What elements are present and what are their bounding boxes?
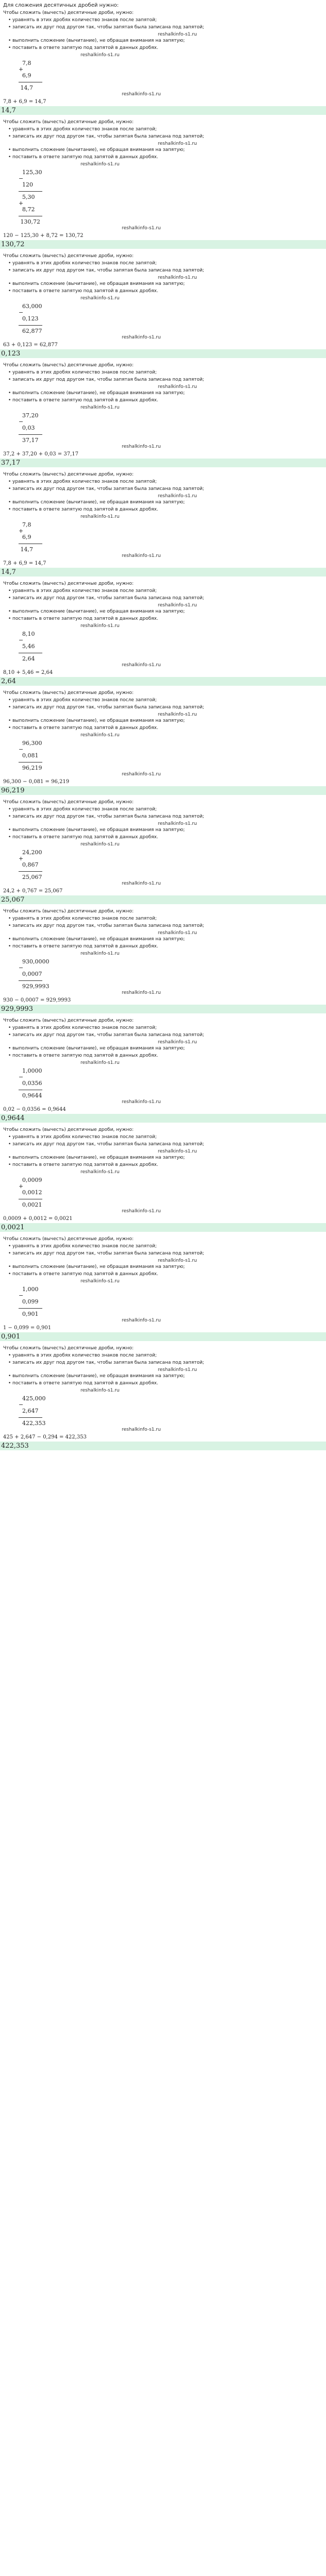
column-row: 96,300	[19, 740, 42, 747]
column-row	[19, 188, 323, 194]
equation: 96,300 − 0,081 = 96,219	[3, 779, 70, 785]
equation: 120 − 125,30 + 8,72 = 130,72	[3, 233, 84, 239]
column-row	[19, 322, 323, 328]
rule-item: • записать их друг под другом так, чтобы запятая была записана под запятой;	[8, 704, 323, 710]
column-row: 5,46	[19, 643, 35, 650]
equation: 37,2 + 37,20 + 0,03 = 37,17	[3, 451, 78, 457]
equation: 8,10 + 5,46 = 2,64	[3, 670, 53, 675]
column-row: 5,30	[19, 194, 35, 200]
answer-highlight: 2,64	[0, 677, 326, 686]
column-row: +	[19, 66, 24, 73]
rule-item: • уравнять в этих дробях количество знаков после запятой;	[8, 369, 323, 376]
rule-item: • выполнить сложение (вычитание), не обращая внимания на запятую;	[8, 1373, 323, 1379]
answer-highlight: 0,9644	[0, 1114, 326, 1123]
column-row: 125,30	[19, 169, 42, 176]
column-row: 62,877	[19, 328, 42, 334]
rule-item: • поставить в ответе запятую под запятой в данных дробях.	[8, 45, 323, 51]
rule-item: • уравнять в этих дробях количество знаков после запятой;	[8, 17, 323, 23]
rule-item: • поставить в ответе запятую под запятой в данных дробях.	[8, 616, 323, 622]
rules-list	[3, 1352, 323, 1394]
column-row: −	[19, 309, 24, 316]
column-calculation	[19, 740, 323, 771]
intro-text: Для сложения десятичных дробей нужно:	[3, 3, 119, 8]
column-row: 7,8	[19, 60, 31, 66]
lead-line: Чтобы сложить (вычесть) десятичные дроби, нужно:	[3, 909, 134, 914]
column-row: 14,7	[19, 546, 33, 553]
rule-item: • записать их друг под другом так, чтобы запятая была записана под запятой;	[8, 1250, 323, 1257]
column-rule	[19, 980, 42, 981]
rule-item: • уравнять в этих дробях количество знаков после запятой;	[8, 260, 323, 266]
column-rule	[19, 434, 42, 435]
rule-item: • записать их друг под другом так, чтобы запятая была записана под запятой;	[8, 814, 323, 820]
column-row	[19, 868, 323, 874]
answer-highlight: 0,0021	[0, 1223, 326, 1232]
rule-item: • записать их друг под другом так, чтобы запятая была записана под запятой;	[8, 133, 323, 140]
column-row: 0,081	[19, 752, 39, 759]
watermark: reshalkinfo-s1.ru	[158, 1367, 197, 1372]
lead-line: Чтобы сложить (вычесть) десятичные дроби, нужно:	[3, 1018, 134, 1023]
task-block	[3, 1236, 323, 1341]
column-row: −	[19, 418, 24, 425]
lead-line: Чтобы сложить (вычесть) десятичные дроби, нужно:	[3, 1127, 134, 1132]
rules-list	[3, 126, 323, 167]
rule-item: • записать их друг под другом так, чтобы запятая была записана под запятой;	[8, 267, 323, 274]
equation: 7,8 + 6,9 = 14,7	[3, 99, 46, 105]
watermark: reshalkinfo-s1.ru	[158, 1040, 197, 1045]
column-row: 8,10	[19, 631, 35, 637]
column-row	[19, 1305, 323, 1311]
watermark: reshalkinfo-s1.ru	[158, 1258, 197, 1263]
column-row: 0,0356	[19, 1080, 42, 1087]
column-row: 7,8	[19, 521, 31, 528]
task-block	[3, 119, 323, 249]
task-block	[3, 253, 323, 358]
task-block	[3, 10, 323, 115]
column-row: 0,123	[19, 315, 39, 322]
rule-item: • выполнить сложение (вычитание), не обращая внимания на запятую;	[8, 1045, 323, 1052]
rule-item: • выполнить сложение (вычитание), не обращая внимания на запятую;	[8, 718, 323, 724]
column-calculation	[19, 1068, 323, 1099]
equation: 1 − 0,099 = 0,901	[3, 1325, 52, 1331]
column-row	[19, 431, 323, 437]
column-row: 1,000	[19, 1286, 39, 1293]
watermark: reshalkinfo-s1.ru	[158, 384, 197, 389]
column-row: 2,647	[19, 1408, 39, 1414]
rule-item: • уравнять в этих дробях количество знаков после запятой;	[8, 1025, 323, 1031]
rule-item: • выполнить сложение (вычитание), не обращая внимания на запятую;	[8, 827, 323, 833]
column-row: +	[19, 200, 24, 207]
column-row: 25,067	[19, 874, 42, 880]
rule-item: • поставить в ответе запятую под запятой в данных дробях.	[8, 1380, 323, 1386]
column-rule	[19, 191, 42, 192]
task-block	[3, 471, 323, 577]
rule-item: • поставить в ответе запятую под запятой в данных дробях.	[8, 397, 323, 403]
column-row: 120	[19, 181, 33, 188]
column-row: −	[19, 1292, 24, 1299]
column-row: 0,0012	[19, 1189, 42, 1196]
column-rule	[19, 1308, 42, 1309]
watermark: reshalkinfo-s1.ru	[158, 141, 197, 146]
answer-highlight: 130,72	[0, 240, 326, 249]
column-row: 8,72	[19, 206, 35, 213]
column-row	[19, 1196, 323, 1202]
answer-highlight: 37,17	[0, 459, 326, 467]
equation: 24,2 + 0,767 = 25,067	[3, 888, 63, 894]
lead-line: Чтобы сложить (вычесть) десятичные дроби, нужно:	[3, 1346, 134, 1351]
rule-item: • выполнить сложение (вычитание), не обращая внимания на запятую;	[8, 608, 323, 615]
tasks-container	[3, 10, 323, 1450]
equation: 0,02 − 0,0356 = 0,9644	[3, 1107, 66, 1112]
column-calculation	[19, 522, 323, 553]
column-calculation	[19, 850, 323, 880]
column-row: 14,7	[19, 84, 33, 91]
rule-item: • уравнять в этих дробях количество знаков после запятой;	[8, 806, 323, 812]
watermark: reshalkinfo-s1.ru	[158, 32, 197, 37]
rule-item: • уравнять в этих дробях количество знаков после запятой;	[8, 126, 323, 132]
column-row: 130,72	[19, 218, 40, 225]
rule-item: • поставить в ответе запятую под запятой в данных дробях.	[8, 1162, 323, 1168]
rule-item: • уравнять в этих дробях количество знаков после запятой;	[8, 1352, 323, 1359]
task-block	[3, 362, 323, 467]
watermark: reshalkinfo-s1.ru	[122, 1318, 161, 1323]
rule-item: • выполнить сложение (вычитание), не обращая внимания на запятую;	[8, 390, 323, 396]
column-row: 2,64	[19, 655, 35, 662]
column-row: 37,20	[19, 412, 39, 419]
rule-item: • поставить в ответе запятую под запятой в данных дробях.	[8, 154, 323, 160]
task-block	[3, 908, 323, 1013]
column-calculation	[19, 1177, 323, 1208]
watermark: reshalkinfo-s1.ru	[80, 53, 120, 58]
watermark: reshalkinfo-s1.ru	[122, 1209, 161, 1214]
watermark: reshalkinfo-s1.ru	[158, 821, 197, 826]
column-calculation	[19, 303, 323, 334]
rule-item: • поставить в ответе запятую под запятой в данных дробях.	[8, 506, 323, 513]
watermark: reshalkinfo-s1.ru	[122, 1099, 161, 1105]
rules-list	[3, 1025, 323, 1066]
column-row: 0,867	[19, 861, 39, 868]
rules-list	[3, 1243, 323, 1284]
rule-item: • выполнить сложение (вычитание), не обращая внимания на запятую;	[8, 936, 323, 942]
watermark: reshalkinfo-s1.ru	[80, 733, 120, 738]
column-row	[19, 213, 323, 219]
column-row: 0,03	[19, 425, 35, 431]
lead-line: Чтобы сложить (вычесть) десятичные дроби, нужно:	[3, 120, 134, 125]
rule-item: • выполнить сложение (вычитание), не обращая внимания на запятую;	[8, 38, 323, 44]
watermark: reshalkinfo-s1.ru	[122, 663, 161, 668]
column-row: 0,099	[19, 1298, 39, 1305]
rule-item: • поставить в ответе запятую под запятой в данных дробях.	[8, 943, 323, 950]
column-row: 63,000	[19, 303, 42, 310]
answer-highlight: 422,353	[0, 1442, 326, 1450]
column-calculation	[19, 631, 323, 662]
answer-highlight: 0,123	[0, 349, 326, 358]
column-row: 37,17	[19, 437, 39, 444]
column-row: 422,353	[19, 1420, 46, 1427]
lead-line: Чтобы сложить (вычесть) десятичные дроби, нужно:	[3, 253, 134, 259]
task-block	[3, 581, 323, 686]
watermark: reshalkinfo-s1.ru	[158, 275, 197, 280]
column-calculation	[19, 413, 323, 444]
watermark: reshalkinfo-s1.ru	[158, 930, 197, 936]
watermark: reshalkinfo-s1.ru	[80, 162, 120, 167]
watermark: reshalkinfo-s1.ru	[122, 226, 161, 231]
rules-list	[3, 1134, 323, 1175]
column-row: +	[19, 528, 24, 534]
watermark: reshalkinfo-s1.ru	[80, 1279, 120, 1284]
rules-list	[3, 479, 323, 520]
rule-item: • записать их друг под другом так, чтобы запятая была записана под запятой;	[8, 24, 323, 30]
task-block	[3, 1127, 323, 1232]
watermark: reshalkinfo-s1.ru	[122, 553, 161, 558]
column-row: −	[19, 637, 24, 643]
rule-item: • уравнять в этих дробях количество знаков после запятой;	[8, 916, 323, 922]
column-row: 0,0021	[19, 1201, 42, 1208]
column-calculation	[19, 1286, 323, 1317]
rule-item: • выполнить сложение (вычитание), не обращая внимания на запятую;	[8, 147, 323, 153]
rule-item: • уравнять в этих дробях количество знаков после запятой;	[8, 1243, 323, 1249]
equation: 7,8 + 6,9 = 14,7	[3, 561, 46, 566]
answer-highlight: 14,7	[0, 106, 326, 115]
answer-highlight: 25,067	[0, 895, 326, 904]
rule-item: • поставить в ответе запятую под запятой в данных дробях.	[8, 725, 323, 731]
watermark: reshalkinfo-s1.ru	[80, 296, 120, 301]
watermark: reshalkinfo-s1.ru	[80, 405, 120, 410]
equation: 930 − 0,0007 = 929,9993	[3, 997, 71, 1003]
answer-highlight: 14,7	[0, 568, 326, 577]
watermark: reshalkinfo-s1.ru	[80, 1388, 120, 1393]
rule-item: • уравнять в этих дробях количество знаков после запятой;	[8, 1134, 323, 1140]
rule-item: • поставить в ответе запятую под запятой в данных дробях.	[8, 834, 323, 840]
rule-item: • уравнять в этих дробях количество знаков после запятой;	[8, 588, 323, 594]
column-row	[19, 1087, 323, 1093]
column-row: 0,0009	[19, 1177, 42, 1183]
watermark: reshalkinfo-s1.ru	[158, 1149, 197, 1154]
rule-item: • выполнить сложение (вычитание), не обращая внимания на запятую;	[8, 281, 323, 287]
watermark: reshalkinfo-s1.ru	[158, 494, 197, 499]
watermark: reshalkinfo-s1.ru	[122, 881, 161, 886]
rule-item: • записать их друг под другом так, чтобы запятая была записана под запятой;	[8, 486, 323, 492]
watermark: reshalkinfo-s1.ru	[80, 623, 120, 629]
column-rule	[19, 871, 42, 872]
lead-line: Чтобы сложить (вычесть) десятичные дроби, нужно:	[3, 472, 134, 477]
watermark: reshalkinfo-s1.ru	[80, 1170, 120, 1175]
column-row	[19, 79, 323, 85]
rules-list	[3, 17, 323, 58]
column-row	[19, 759, 323, 765]
watermark: reshalkinfo-s1.ru	[122, 772, 161, 777]
rule-item: • записать их друг под другом так, чтобы запятая была записана под запятой;	[8, 595, 323, 601]
watermark: reshalkinfo-s1.ru	[80, 951, 120, 956]
column-row: 929,9993	[19, 983, 50, 990]
rule-item: • поставить в ответе запятую под запятой в данных дробях.	[8, 288, 323, 294]
answer-highlight: 929,9993	[0, 1005, 326, 1013]
column-calculation	[19, 60, 323, 91]
rule-item: • уравнять в этих дробях количество знаков после запятой;	[8, 479, 323, 485]
watermark: reshalkinfo-s1.ru	[80, 842, 120, 847]
column-row: 0,0007	[19, 971, 42, 977]
watermark: reshalkinfo-s1.ru	[122, 444, 161, 449]
rules-list	[3, 916, 323, 957]
column-row: 930,0000	[19, 958, 50, 965]
column-row: 425,000	[19, 1395, 46, 1402]
rule-item: • записать их друг под другом так, чтобы запятая была записана под запятой;	[8, 1360, 323, 1366]
column-row	[19, 1414, 323, 1420]
column-row: −	[19, 1401, 24, 1408]
lead-line: Чтобы сложить (вычесть) десятичные дроби, нужно:	[3, 1236, 134, 1242]
lead-line: Чтобы сложить (вычесть) десятичные дроби, нужно:	[3, 581, 134, 586]
rules-list	[3, 806, 323, 848]
column-calculation	[19, 959, 323, 990]
column-calculation	[19, 170, 323, 225]
lead-line: Чтобы сложить (вычесть) десятичные дроби, нужно:	[3, 10, 134, 15]
equation: 0,0009 + 0,0012 = 0,0021	[3, 1216, 73, 1222]
lead-line: Чтобы сложить (вычесть) десятичные дроби, нужно:	[3, 363, 134, 368]
lead-line: Чтобы сложить (вычесть) десятичные дроби, нужно:	[3, 800, 134, 805]
rules-list	[3, 260, 323, 301]
rule-item: • записать их друг под другом так, чтобы запятая была записана под запятой;	[8, 923, 323, 929]
watermark: reshalkinfo-s1.ru	[80, 1060, 120, 1065]
equation: 63 + 0,123 = 62,877	[3, 342, 58, 348]
watermark: reshalkinfo-s1.ru	[122, 1427, 161, 1432]
column-rule	[19, 1417, 42, 1418]
rule-item: • записать их друг под другом так, чтобы запятая была записана под запятой;	[8, 1032, 323, 1038]
rule-item: • поставить в ответе запятую под запятой в данных дробях.	[8, 1271, 323, 1277]
watermark: reshalkinfo-s1.ru	[122, 335, 161, 340]
answer-highlight: 0,901	[0, 1332, 326, 1341]
column-row: +	[19, 855, 24, 862]
column-row: 1,0000	[19, 1067, 42, 1074]
watermark: reshalkinfo-s1.ru	[158, 603, 197, 608]
task-block	[3, 1345, 323, 1450]
column-row: +	[19, 1183, 24, 1190]
column-row: −	[19, 175, 24, 182]
rule-item: • выполнить сложение (вычитание), не обращая внимания на запятую;	[8, 499, 323, 505]
column-row: 6,9	[19, 534, 31, 540]
watermark: reshalkinfo-s1.ru	[158, 712, 197, 717]
equation: 425 + 2,647 − 0,294 = 422,353	[3, 1434, 87, 1440]
column-row: 0,901	[19, 1311, 39, 1317]
rule-item: • записать их друг под другом так, чтобы запятая была записана под запятой;	[8, 1141, 323, 1147]
column-row: 6,9	[19, 72, 31, 79]
column-row: −	[19, 746, 24, 753]
task-block	[3, 799, 323, 904]
column-row: 96,219	[19, 765, 42, 771]
rules-list	[3, 369, 323, 411]
column-row	[19, 540, 323, 547]
rule-item: • записать их друг под другом так, чтобы запятая была записана под запятой;	[8, 377, 323, 383]
rules-list	[3, 697, 323, 738]
column-rule	[19, 325, 42, 326]
watermark: reshalkinfo-s1.ru	[122, 990, 161, 995]
column-row	[19, 977, 323, 984]
column-row: 0,9644	[19, 1092, 42, 1099]
rule-item: • выполнить сложение (вычитание), не обращая внимания на запятую;	[8, 1155, 323, 1161]
task-block	[3, 1018, 323, 1123]
watermark: reshalkinfo-s1.ru	[122, 92, 161, 97]
lead-line: Чтобы сложить (вычесть) десятичные дроби, нужно:	[3, 690, 134, 696]
answer-highlight: 96,219	[0, 786, 326, 795]
rule-item: • поставить в ответе запятую под запятой в данных дробях.	[8, 1053, 323, 1059]
column-calculation	[19, 1396, 323, 1427]
task-block	[3, 690, 323, 795]
watermark: reshalkinfo-s1.ru	[80, 514, 120, 519]
column-row: −	[19, 964, 24, 971]
column-row: 24,200	[19, 849, 42, 856]
column-row	[19, 650, 323, 656]
column-row: −	[19, 1074, 24, 1080]
rule-item: • выполнить сложение (вычитание), не обращая внимания на запятую;	[8, 1264, 323, 1270]
rules-list	[3, 588, 323, 629]
rule-item: • уравнять в этих дробях количество знаков после запятой;	[8, 697, 323, 703]
